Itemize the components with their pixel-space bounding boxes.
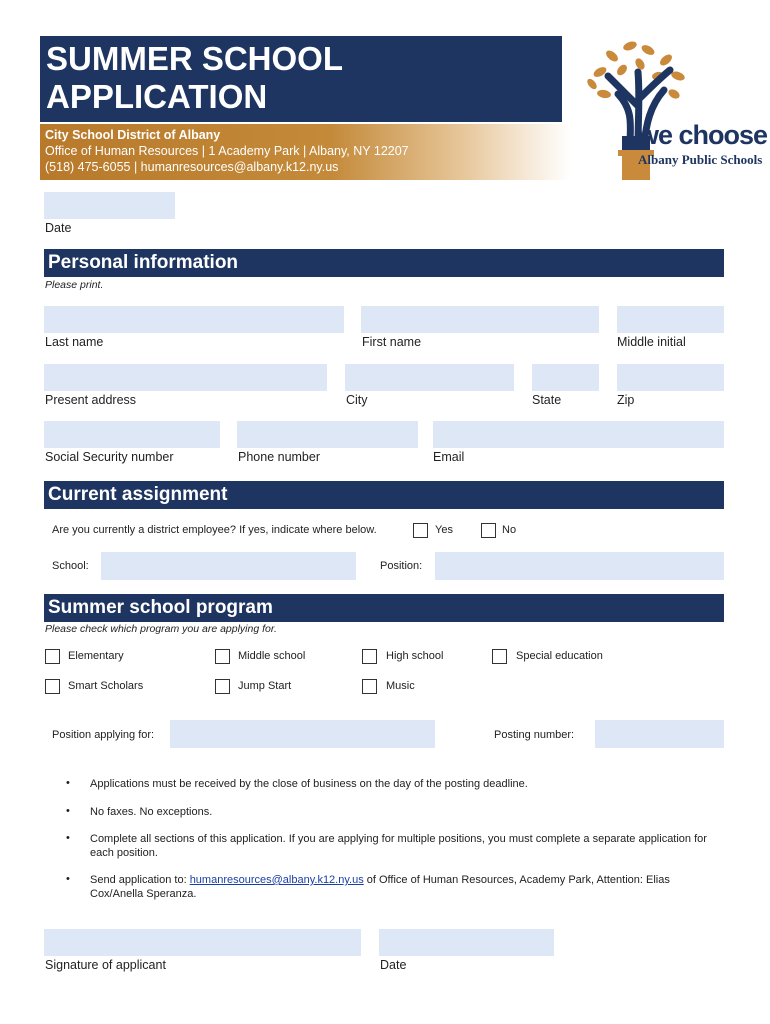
address-field[interactable] xyxy=(44,364,327,391)
office-line: Office of Human Resources | 1 Academy Park | Albany, NY 12207 xyxy=(45,144,409,158)
last-name-field[interactable] xyxy=(44,306,344,333)
last-name-label: Last name xyxy=(45,335,104,349)
page-title-line2: APPLICATION xyxy=(46,78,268,115)
logo-we-choose: we choose xyxy=(638,120,768,150)
current-assignment-heading: Current assignment xyxy=(44,481,724,509)
middle-initial-label: Middle initial xyxy=(617,335,686,349)
date-label-bottom: Date xyxy=(380,958,407,972)
logo-albany: Albany Public Schools xyxy=(638,152,763,167)
position-applying-field[interactable] xyxy=(170,720,435,748)
jump-start-label: Jump Start xyxy=(238,680,292,692)
yes-checkbox[interactable] xyxy=(413,523,428,538)
special-education-label: Special education xyxy=(516,650,603,662)
instruction-1: Applications must be received by the close of business on the day of the posting deadline. xyxy=(90,778,528,790)
date-field-top[interactable] xyxy=(44,192,175,219)
email-field[interactable] xyxy=(433,421,724,448)
bullet-4: • xyxy=(66,873,70,885)
position-field[interactable] xyxy=(435,552,724,580)
org-name: City School District of Albany xyxy=(45,128,221,142)
date-label-top: Date xyxy=(45,221,72,235)
date-field-bottom[interactable] xyxy=(379,929,554,956)
high-school-label: High school xyxy=(386,650,444,662)
state-field[interactable] xyxy=(532,364,599,391)
middle-initial-field[interactable] xyxy=(617,306,724,333)
no-checkbox[interactable] xyxy=(481,523,496,538)
elementary-checkbox[interactable] xyxy=(45,649,60,664)
music-checkbox[interactable] xyxy=(362,679,377,694)
employee-question: Are you currently a district employee? If yes, indicate where below. xyxy=(52,524,377,536)
music-label: Music xyxy=(386,680,415,692)
title-block xyxy=(40,36,562,122)
district-logo xyxy=(578,36,768,186)
instruction-3: Complete all sections of this application. If you are applying for multiple positions, you must complete a separate application for each position. xyxy=(90,833,707,859)
bullet-3: • xyxy=(66,832,70,844)
contact-band xyxy=(40,124,570,180)
bullet-2: • xyxy=(66,805,70,817)
instruction-4-post: of Office of Human Resources, Academy Park, Attention: Elias Cox/Anella Speranza. xyxy=(90,874,670,900)
no-label: No xyxy=(502,524,517,536)
hr-email-link[interactable]: humanresources@albany.k12.ny.us xyxy=(189,874,364,886)
zip-field[interactable] xyxy=(617,364,724,391)
ssn-label: Social Security number xyxy=(45,450,174,464)
email-label: Email xyxy=(433,450,465,464)
phone-field[interactable] xyxy=(237,421,418,448)
address-label: Present address xyxy=(45,393,137,407)
elementary-label: Elementary xyxy=(68,650,124,662)
position-label: Position: xyxy=(380,560,423,572)
first-name-field[interactable] xyxy=(361,306,599,333)
school-label: School: xyxy=(52,560,89,572)
yes-label: Yes xyxy=(435,524,453,536)
posting-number-label: Posting number: xyxy=(494,729,575,741)
phone-label: Phone number xyxy=(238,450,321,464)
instruction-2: No faxes. No exceptions. xyxy=(90,806,213,818)
summer-program-heading: Summer school program xyxy=(44,594,724,622)
contact-line: (518) 475-6055 | humanresources@albany.k12.ny.us xyxy=(45,160,339,174)
school-field[interactable] xyxy=(101,552,356,580)
smart-scholars-checkbox[interactable] xyxy=(45,679,60,694)
page-title-line1: SUMMER SCHOOL xyxy=(46,40,343,77)
city-field[interactable] xyxy=(345,364,514,391)
posting-number-field[interactable] xyxy=(595,720,724,748)
first-name-label: First name xyxy=(362,335,422,349)
ssn-field[interactable] xyxy=(44,421,220,448)
city-label: City xyxy=(346,393,368,407)
instruction-4 xyxy=(90,873,720,901)
zip-label: Zip xyxy=(617,393,635,407)
program-note: Please check which program you are applying for. xyxy=(45,623,277,635)
special-education-checkbox[interactable] xyxy=(492,649,507,664)
state-label: State xyxy=(532,393,562,407)
signature-label: Signature of applicant xyxy=(45,958,166,972)
signature-field[interactable] xyxy=(44,929,361,956)
jump-start-checkbox[interactable] xyxy=(215,679,230,694)
position-applying-label: Position applying for: xyxy=(52,729,155,741)
bullet-1: • xyxy=(66,777,70,789)
high-school-checkbox[interactable] xyxy=(362,649,377,664)
middle-school-checkbox[interactable] xyxy=(215,649,230,664)
smart-scholars-label: Smart Scholars xyxy=(68,680,144,692)
middle-school-label: Middle school xyxy=(238,650,306,662)
instruction-4-pre: Send application to: xyxy=(90,874,190,886)
please-print-note: Please print. xyxy=(45,279,104,291)
personal-info-heading: Personal information xyxy=(44,249,724,277)
